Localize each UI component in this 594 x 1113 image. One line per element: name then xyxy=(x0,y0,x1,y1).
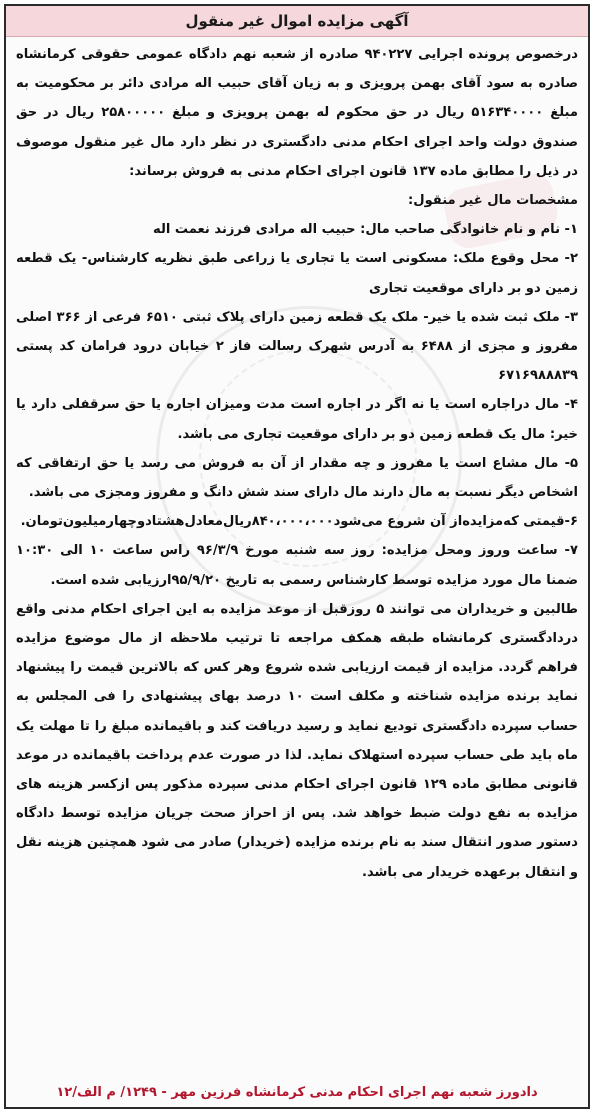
title-bar xyxy=(6,6,588,37)
notice-box xyxy=(4,4,590,1109)
spec-item-time: ۷- ساعت وروز ومحل مزایده: روز سه شنبه مورخ ۹۶/۳/۹ راس ساعت ۱۰ الی ۱۰:۳۰ ضمنا مال مورد مزایده توسط کارشناس رسمی به تاریخ ۹۵/۹/۲۰ارزیابی شده است. xyxy=(16,543,578,588)
footer-signature: دادورز شعبه نهم اجرای احکام مدنی کرمانشاه فرزین مهر - ۱۲۴۹/ م الف/۱۲ xyxy=(56,1084,538,1100)
intro-paragraph: درخصوص پرونده اجرایی ۹۴۰۲۲۷ صادره از شعبه نهم دادگاه عمومی حقوقی کرمانشاه صادره به سود آقای بهمن پرویزی و به زیان آقای حبیب اله مرادی دائر بر محکومیت به مبلغ ۵۱۶۳۴۰۰۰۰ ریال در حق محکوم له بهمن پرویزی و مبلغ ۲۵۸۰۰۰۰۰ ریال در حق صندوق دولت واحد اجرای احکام مدنی دادگستری در نظر دارد مال غیر منقول موصوف در ذیل را مطابق ماده ۱۳۷ قانون اجرای احکام مدنی به فروش برساند: xyxy=(16,47,578,179)
spec-item-lease: ۴- مال دراجاره است یا نه اگر در اجاره است مدت ومیزان اجاره یا حق سرقفلی دارد یا خیر: مال یک قطعه زمین دو بر دارای موقعیت تجاری می باشد. xyxy=(16,397,578,442)
spec-item-location: ۲- محل وقوع ملک: مسکونی است یا تجاری یا زراعی طبق نظریه کارشناس- یک قطعه زمین دو بر دارای موقعیت تجاری xyxy=(16,251,578,296)
footer xyxy=(6,1077,588,1107)
specs-heading: مشخصات مال غیر منقول: xyxy=(407,193,578,209)
spec-item-owner: ۱- نام و نام خانوادگی صاحب مال: حبیب اله مرادی فرزند نعمت اله xyxy=(153,222,578,238)
terms-paragraph: طالبین و خریداران می توانند ۵ روزقبل از موعد مزایده به این اجرای احکام مدنی واقع دردادگستری کرمانشاه طبقه همکف مراجعه تا ترتیب ملاحظه از مال موضوع مزایده فراهم گردد. مزایده از قیمت ارزیابی شده شروع وهر کس که بالاترین قیمت را پیشنهاد نماید برنده مزایده شناخته و مکلف است ۱۰ درصد بهای پیشنهادی را فی المجلس به حساب سپرده دادگستری تودیع نماید و رسید دریافت کند و باقیمانده مبلغ را تا مهلت یک ماه باید طی حساب سپرده استهلاک نماید. لذا در صورت عدم پرداخت باقیمانده در موعد قانونی مطابق ماده ۱۲۹ قانون اجرای احکام مدنی سپرده مذکور پس ازکسر هزینه های مزایده به نفع دولت ضبط خواهد شد. پس از احراز صحت جریان مزایده توسط دادگاه دستور صدور انتقال سند به نام برنده مزایده (خریدار) صادر می شود همچنین هزینه نقل و انتقال برعهده خریدار می باشد. xyxy=(16,601,578,880)
spec-item-ownership: ۵- مال مشاع است یا مفروز و چه مقدار از آن به فروش می رسد یا حق ارتفاقی که اشخاص دیگر نسبت به مال دارند مال دارای سند شش دانگ و مفروز ومجزی می باشد. xyxy=(16,455,578,501)
spec-item-registration: ۳- ملک ثبت شده یا خیر- ملک یک قطعه زمین دارای پلاک ثبتی ۶۵۱۰ فرعی از ۳۶۶ اصلی مفروز و مجزی از ۶۴۸۸ به آدرس شهرک رسالت فاز ۲ خیابان درود فرامان کد پستی ۶۷۱۶۹۸۸۸۳۹ xyxy=(16,309,578,384)
spec-item-price: ۶-قیمتی که‌مزایده‌از آن شروع می‌شود۸۴۰،۰۰۰،۰۰۰ریال‌معادل‌هشتادوچهارمیلیون‌تومان. xyxy=(20,514,578,530)
notice-title: آگهی مزایده اموال غیر منقول xyxy=(185,12,409,30)
notice-body xyxy=(16,40,578,887)
